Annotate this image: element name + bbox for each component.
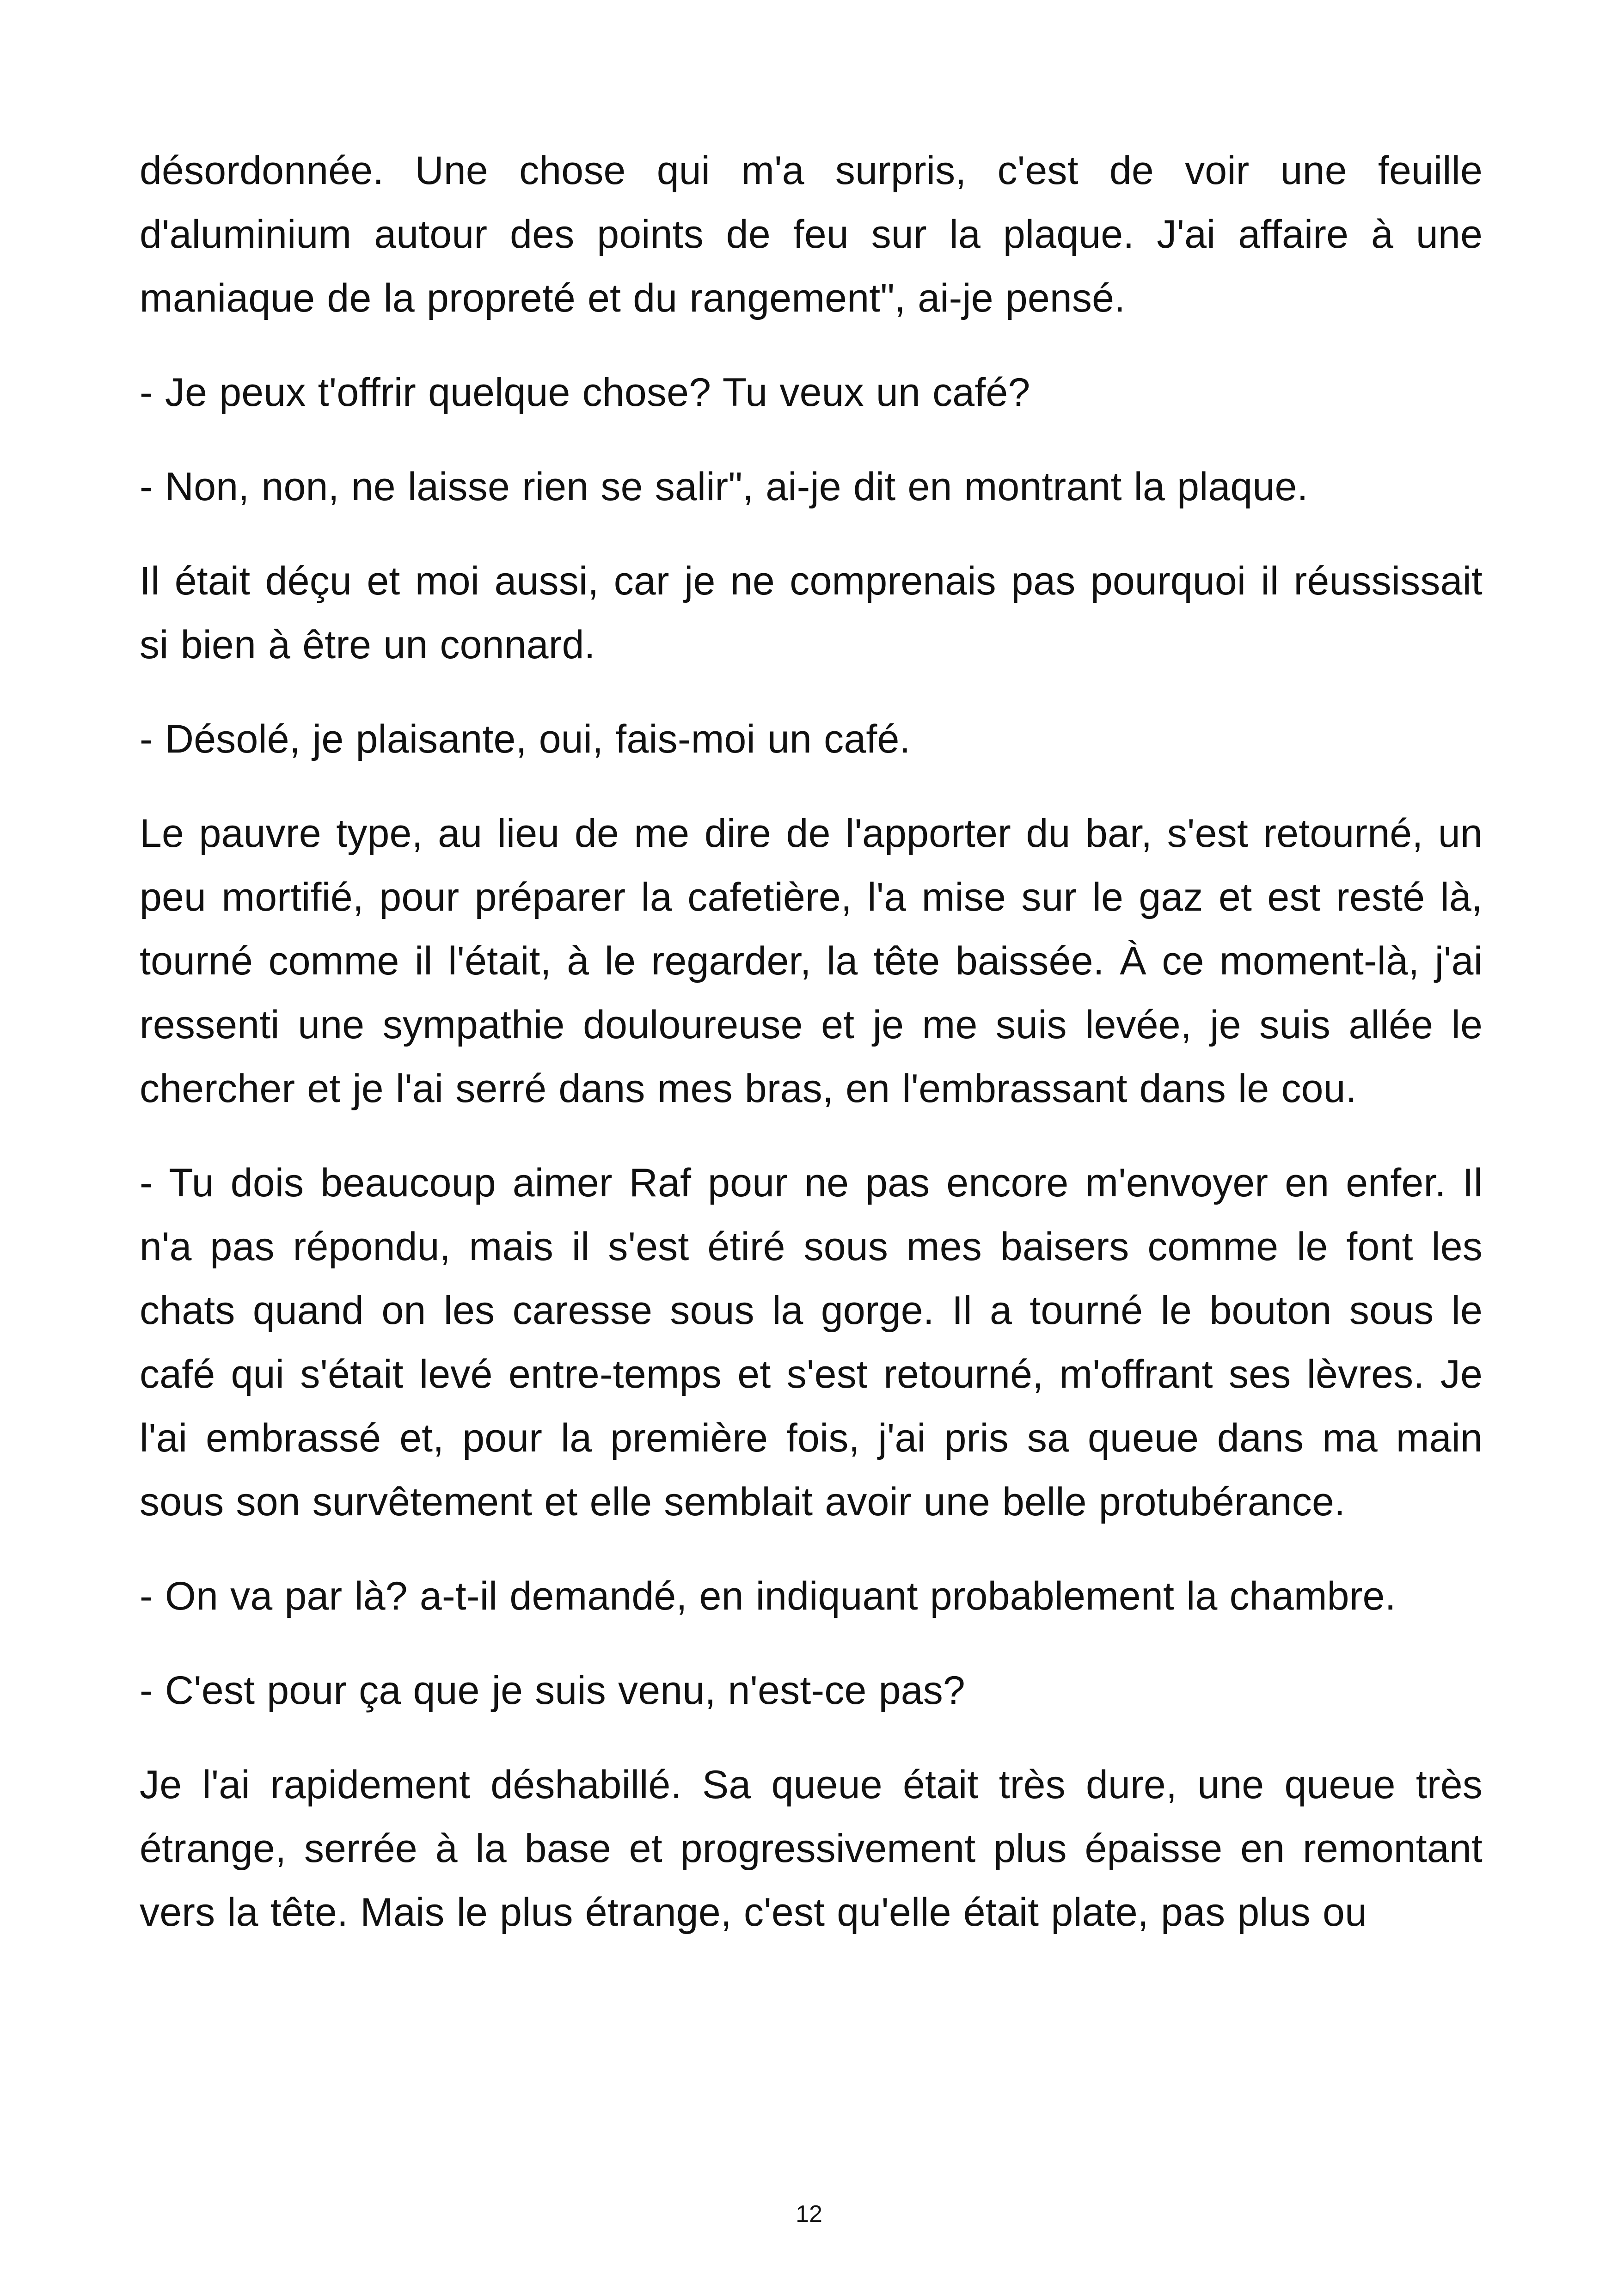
page-number: 12 (796, 2201, 822, 2228)
paragraph-3-dialogue: - Non, non, ne laisse rien se salir", ai-je dit en montrant la plaque. (140, 465, 1308, 509)
paragraph-7: - Tu dois beaucoup aimer Raf pour ne pas encore m'envoyer en enfer. Il n'a pas répondu, mais il s'est étiré sous mes baisers comme le font les chats quand on les caresse sous la gorge. Il a tourné le bouton sous le café qui s'était levé entre-temps et s'est retourné, m'offrant ses lèvres. Je l'ai embrassé et, pour la première fois, j'ai pris sa queue dans ma main sous son survêtement et elle semblait avoir une belle protubérance. (140, 1161, 1483, 1524)
body-text (140, 139, 1483, 1975)
paragraph-6: Le pauvre type, au lieu de me dire de l'apporter du bar, s'est retourné, un peu mortifié, pour préparer la cafetière, l'a mise sur le gaz et est resté là, tourné comme il l'était, à le regarder, la tête baissée. À ce moment-là, j'ai ressenti une sympathie douloureuse et je me suis levée, je suis allée le chercher et je l'ai serré dans mes bras, en l'embrassant dans le cou. (140, 811, 1483, 1111)
paragraph-2-dialogue: - Je peux t'offrir quelque chose? Tu veux un café? (140, 370, 1030, 415)
paragraph-9-dialogue: - C'est pour ça que je suis venu, n'est-ce pas? (140, 1668, 965, 1713)
paragraph-5-dialogue: - Désolé, je plaisante, oui, fais-moi un café. (140, 717, 911, 761)
paragraph-4: Il était déçu et moi aussi, car je ne comprenais pas pourquoi il réussissait si bien à être un connard. (140, 559, 1483, 667)
paragraph-8-dialogue: - On va par là? a-t-il demandé, en indiquant probablement la chambre. (140, 1574, 1396, 1618)
paragraph-10: Je l'ai rapidement déshabillé. Sa queue était très dure, une queue très étrange, serrée à la base et progressivement plus épaisse en remontant vers la tête. Mais le plus étrange, c'est qu'elle était plate, pas plus ou (140, 1763, 1483, 1935)
paragraph-1: désordonnée. Une chose qui m'a surpris, c'est de voir une feuille d'aluminium autour des points de feu sur la plaque. J'ai affaire à une maniaque de la propreté et du rangement", ai-je pensé. (140, 148, 1483, 320)
